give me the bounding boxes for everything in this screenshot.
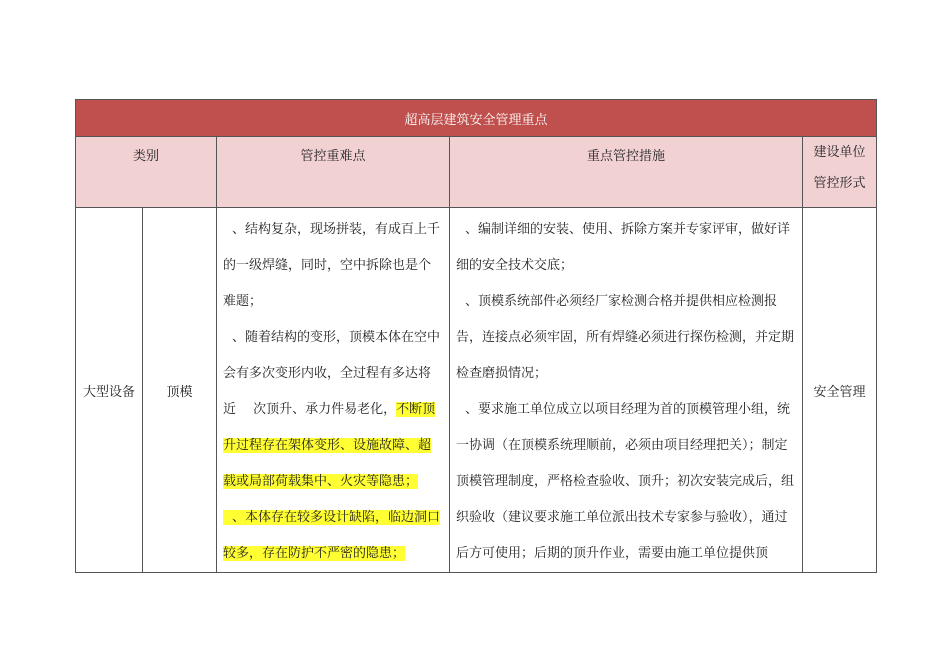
difficulty-point-2: 、随着结构的变形，顶模本体在空中会有多次变形内收，全过程有多达将近 次顶升、承力件易老化，不断顶升过程存在架体变形、设施故障、超载或局部荷载集中、火灾等隐患； [223, 330, 441, 489]
header-form-line2: 管控形式 [813, 176, 866, 191]
header-measures: 重点管控措施 [450, 137, 803, 208]
table-row [76, 208, 877, 573]
header-form-line1: 建设单位 [813, 145, 866, 160]
cell-measures [450, 208, 803, 573]
difficulty-point-3 [223, 500, 443, 572]
cell-subcategory: 顶模 [143, 208, 217, 573]
table-title: 超高层建筑安全管理重点 [76, 100, 877, 137]
header-control-form [803, 137, 877, 208]
cell-difficulty [217, 208, 450, 573]
difficulty-point-2-highlight: 不断顶升过程存在架体变形、设施故障、超载或局部荷载集中、火灾等隐患； [223, 402, 436, 489]
safety-management-table [75, 99, 877, 573]
difficulty-point-1: 、结构复杂，现场拼装，有成百上千的一级焊缝，同时，空中拆除也是个难题； [223, 222, 441, 309]
difficulty-point-3-highlight: 、本体存在较多设计缺陷，临边洞口较多，存在防护不严密的隐患； [223, 510, 441, 561]
header-difficulty: 管控重难点 [217, 137, 450, 208]
measure-point-3: 、要求施工单位成立以项目经理为首的顶模管理小组，统一协调（在顶模系统理顺前，必须由项目经理把关）；制定顶模管理制度，严格检查验收、顶升；初次安装完成后，组织验收（建议要求施工单位派出技术专家参与验收），通过后方可使用；后期的顶升作业，需要由施工单位提供顶 [456, 402, 795, 561]
cell-control-form: 安全管理 [803, 208, 877, 573]
cell-category: 大型设备 [76, 208, 143, 573]
measure-point-1: 、编制详细的安装、使用、拆除方案并专家评审，做好详细的安全技术交底； [456, 222, 791, 273]
measure-point-2: 、顶模系统部件必须经厂家检测合格并提供相应检测报告，连接点必须牢固，所有焊缝必须进行探伤检测，并定期检查磨损情况； [456, 294, 795, 381]
header-category: 类别 [76, 137, 217, 208]
